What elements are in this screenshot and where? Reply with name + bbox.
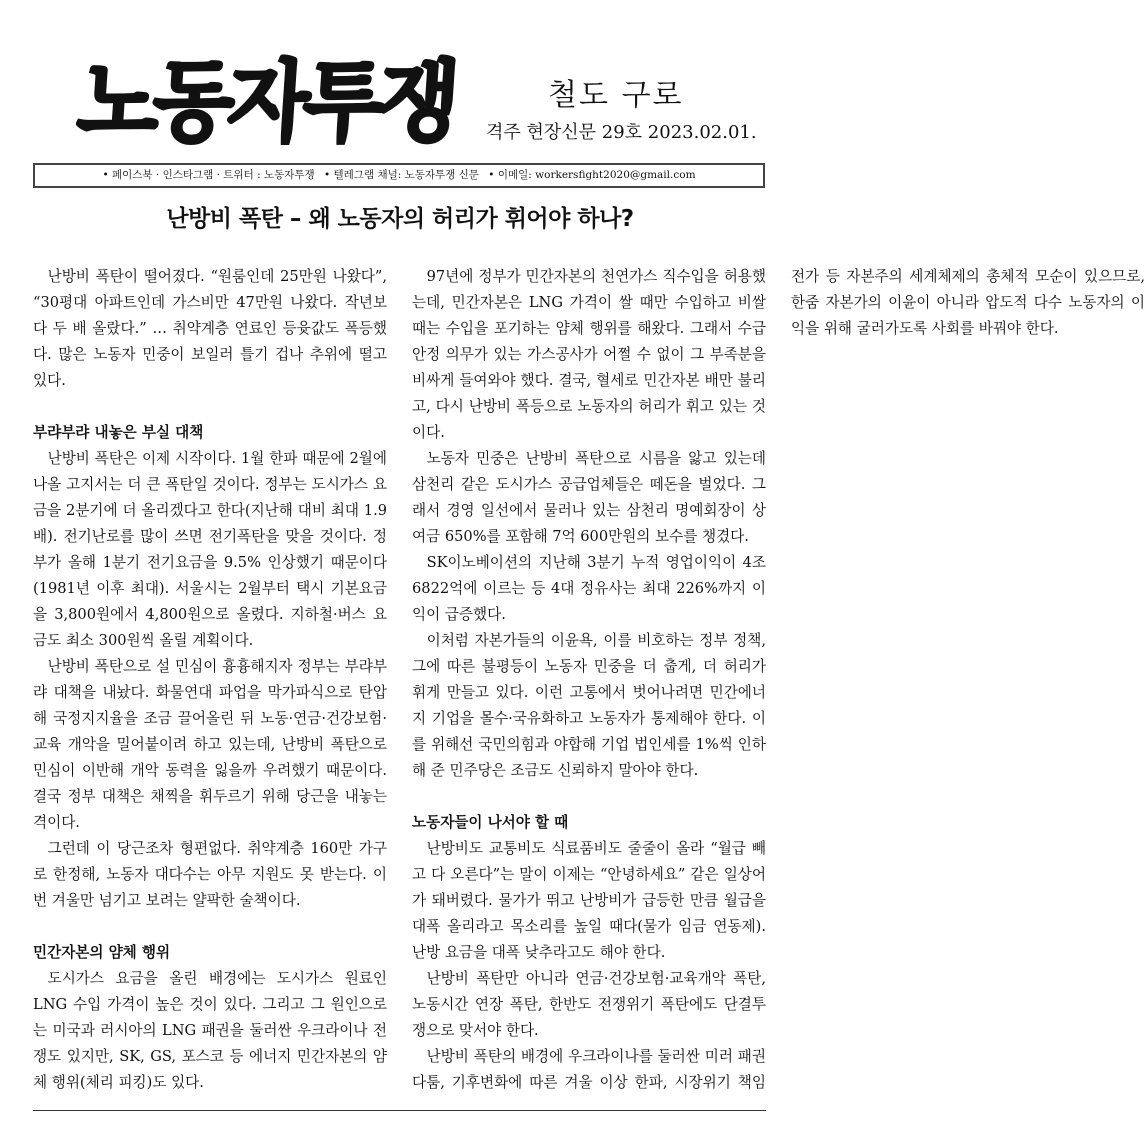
- article-title: 난방비 폭탄 – 왜 노동자의 허리가 휘어야 하나?: [166, 206, 634, 232]
- sns-info: • 페이스북 · 인스타그램 · 트위터 : 노동자투쟁: [102, 169, 315, 181]
- paragraph: 노동자 민중은 난방비 폭탄으로 시름을 앓고 있는데 삼천리 같은 도시가스 공급업체들은 떼돈을 벌었다. 그래서 경영 일선에서 물러나 있는 삼천리 명예회장이 상여금 650%를 포함해 7억 600만원의 보수를 챙겼다.: [412, 450, 766, 545]
- section-heading: 부랴부랴 내놓은 부실 대책: [33, 424, 204, 441]
- section-heading: 노동자들이 나서야 할 때: [412, 814, 569, 831]
- paragraph: 이처럼 자본가들의 이윤욕, 이를 비호하는 정부 정책, 그에 따른 불평등이 노동자 민중을 더 춥게, 더 허리가 휘게 만들고 있다. 이런 고통에서 벗어나려면 민간에너지 기업을 몰수·국유화하고 노동자가 통제해야 한다. 이를 위해선 국민의힘과 야합해 기업 법인세를 1%씩 인하해 준 민주당은 조금도 신뢰하지 말아야 한다.: [412, 632, 766, 779]
- section-heading: 민간자본의 얌체 행위: [33, 944, 171, 961]
- email-info: • 이메일: workersfight2020@gmail.com: [488, 169, 696, 181]
- paragraph: 도시가스 요금을 올린 배경에는 도시가스 원료인 LNG 수입 가격이 높은 것이 있다. 그리고 그 원인으로는 미국과 러시아의 LNG 패권을 둘러싼 우크라이나 전쟁도 있지만, SK, GS, 포스코 등 에너지 민간자본의 얌체 행위(체리 피킹)도 있다.: [33, 970, 387, 1091]
- paragraph: SK이노베이션의 지난해 3분기 누적 영업이익이 4조 6822억에 이르는 등 4대 정유사는 최대 226%까지 이익이 급증했다.: [412, 554, 766, 623]
- paragraph: 난방비 폭탄의 배경에 우크라이나를 둘러싼 미러 패권 다툼, 기후변화에 따른 겨울 이상 한파, 시장위기 책임 전가 등 자본주의 세계체제의 총체적 모순이 있으므로, 한줌 자본가의 이윤이 아니라 압도적 다수 노동자의 이익을 위해 굴러가도록 사회를 바꿔야 한다.: [412, 268, 1145, 1091]
- info-bar: [33, 163, 765, 188]
- telegram-info: • 텔레그램 채널: 노동자투쟁 신문: [324, 169, 479, 181]
- paragraph: 난방비 폭탄이 떨어졌다. “원룸인데 25만원 나왔다”, “30평대 아파트인데 가스비만 47만원 나왔다. 작년보다 두 배 올랐다.” … 취약계층 연료인 등윳값도 폭등했다. 많은 노동자 민중이 보일러 틀기 겁나 추위에 떨고 있다.: [33, 268, 387, 389]
- paragraph: 그런데 이 당근조차 형편없다. 취약계층 160만 가구로 한정해, 노동자 대다수는 아무 지원도 못 받는다. 이번 겨울만 넘기고 보려는 얄팍한 술책이다.: [33, 840, 387, 909]
- article-body: [33, 264, 1145, 1096]
- paragraph: 난방비 폭탄은 이제 시작이다. 1월 한파 때문에 2월에 나올 고지서는 더 큰 폭탄일 것이다. 정부는 도시가스 요금을 2분기에 더 올리겠다고 한다(지난해 대비 최대 1.9배). 전기난로를 많이 쓰면 전기폭탄을 맞을 것이다. 정부가 올해 1분기 전기요금을 9.5% 인상했기 때문이다(1981년 이후 최대). 서울시는 2월부터 택시 기본요금을 3,800원에서 4,800원으로 올렸다. 지하철·버스 요금도 최소 300원씩 올릴 계획이다.: [33, 450, 387, 649]
- bottom-divider: [33, 1110, 766, 1111]
- paragraph: 난방비 폭탄으로 설 민심이 흉흉해지자 정부는 부랴부랴 대책을 내놨다. 화물연대 파업을 막가파식으로 탄압해 국정지지율을 조금 끌어올린 뒤 노동·연금·건강보험·교육 개악을 밀어붙이려 하고 있는데, 난방비 폭탄으로 민심이 이반해 개악 동력을 잃을까 우려했기 때문이다. 결국 정부 대책은 채찍을 휘두르기 위해 당근을 내놓는 격이다.: [33, 658, 387, 831]
- masthead-logo: 노동자투쟁: [74, 50, 458, 154]
- issue-line: 격주 현장신문 29호 2023.02.01.: [486, 122, 757, 143]
- edition-name: 철도 구로: [548, 78, 684, 113]
- paragraph: 97년에 정부가 민간자본의 천연가스 직수입을 허용했는데, 민간자본은 LNG 가격이 쌀 때만 수입하고 비쌀 때는 수입을 포기하는 얌체 행위를 해왔다. 그래서 수급안정 의무가 있는 가스공사가 어쩔 수 없이 그 부족분을 비싸게 들여와야 했다. 결국, 혈세로 민간자본 배만 불리고, 다시 난방비 폭등으로 노동자의 허리가 휘고 있는 것이다.: [412, 268, 766, 441]
- paragraph: 난방비 폭탄만 아니라 연금·건강보험·교육개악 폭탄, 노동시간 연장 폭탄, 한반도 전쟁위기 폭탄에도 단결투쟁으로 맞서야 한다.: [412, 970, 766, 1039]
- paragraph: 난방비도 교통비도 식료품비도 줄줄이 올라 “월급 빼고 다 오른다”는 말이 이제는 “안녕하세요” 같은 일상어가 돼버렸다. 물가가 뛰고 난방비가 급등한 만큼 월급을 대폭 올리라고 목소리를 높일 때다(물가 임금 연동제). 난방 요금을 대폭 낮추라고도 해야 한다.: [412, 840, 766, 961]
